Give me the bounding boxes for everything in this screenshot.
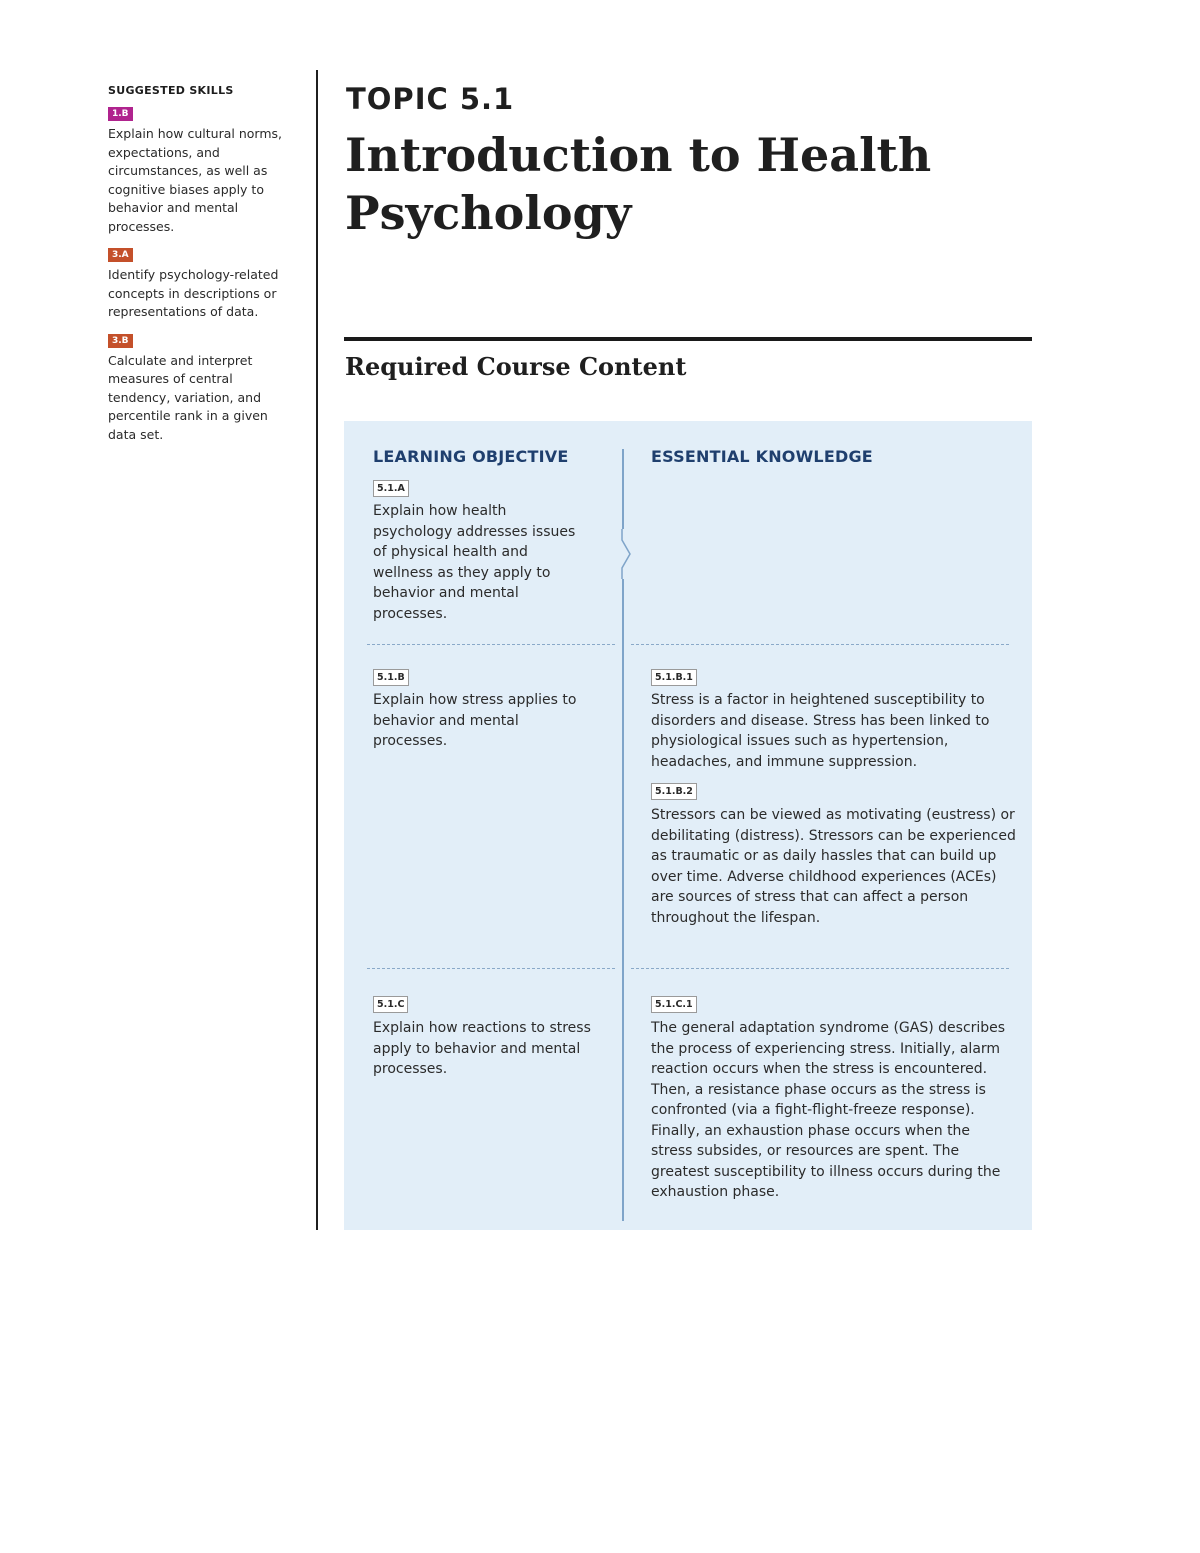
skill-badge: 1.B <box>108 107 133 121</box>
essential-knowledge-header: ESSENTIAL KNOWLEDGE <box>651 447 873 466</box>
topic-number: TOPIC 5.1 <box>346 82 515 116</box>
skill-badge: 3.A <box>108 248 133 262</box>
row-separator <box>631 644 1009 645</box>
objective-text: Explain how stress applies to behavior and mental processes. <box>373 692 577 749</box>
page-title: Introduction to Health Psychology <box>345 128 932 240</box>
row-separator <box>631 968 1009 969</box>
section-heading: Required Course Content <box>345 352 687 381</box>
knowledge-code: 5.1.C.1 <box>651 996 697 1013</box>
objective-text: Explain how health psychology addresses issues of physical health and wellness as they apply to behavior and mental processes. <box>373 503 576 622</box>
skill-badge: 3.B <box>108 334 133 348</box>
skill-item <box>108 330 298 445</box>
sidebar-divider <box>316 70 318 1230</box>
knowledge-text: Stress is a factor in heightened susceptibility to disorders and disease. Stress has been linked to physiological issues such as hypertension, headaches, and immune suppression. <box>651 692 990 770</box>
objective-code: 5.1.A <box>373 480 409 497</box>
section-rule <box>344 337 1032 341</box>
row-separator <box>367 968 615 969</box>
objective-text: Explain how reactions to stress apply to behavior and mental processes. <box>373 1020 591 1077</box>
row-separator <box>367 644 615 645</box>
knowledge-code: 5.1.B.2 <box>651 783 697 800</box>
objective-code: 5.1.C <box>373 996 408 1013</box>
knowledge-text: The general adaptation syndrome (GAS) describes the process of experiencing stress. Initially, alarm reaction occurs when the stress is encountered. Then, a resistance phase occurs as the stress is confronted (via a fight-flight-freeze response). Finally, an exhaustion phase occurs when the stress subsides, or resources are spent. The greatest susceptibility to illness occurs during the exhaustion phase. <box>651 1020 1006 1200</box>
chevron-right-icon <box>615 529 633 579</box>
learning-objective-header: LEARNING OBJECTIVE <box>373 447 569 466</box>
skill-item <box>108 244 298 322</box>
suggested-skills-sidebar <box>108 84 298 452</box>
skill-description: Calculate and interpret measures of central tendency, variation, and percentile rank in a given data set. <box>108 352 268 442</box>
skill-item <box>108 103 298 236</box>
knowledge-code: 5.1.B.1 <box>651 669 697 686</box>
skill-description: Identify psychology-related concepts in descriptions or representations of data. <box>108 267 279 319</box>
skill-description: Explain how cultural norms, expectations, and circumstances, as well as cognitive biases apply to behavior and mental processes. <box>108 126 282 234</box>
knowledge-text: Stressors can be viewed as motivating (eustress) or debilitating (distress). Stressors can be experienced as traumatic or as daily hassles that can build up over time. Adverse childhood experiences (ACEs) are sources of stress that can affect a person throughout the lifespan. <box>651 807 1016 926</box>
objective-code: 5.1.B <box>373 669 409 686</box>
sidebar-title: SUGGESTED SKILLS <box>108 84 234 97</box>
course-content-panel <box>344 421 1032 1230</box>
